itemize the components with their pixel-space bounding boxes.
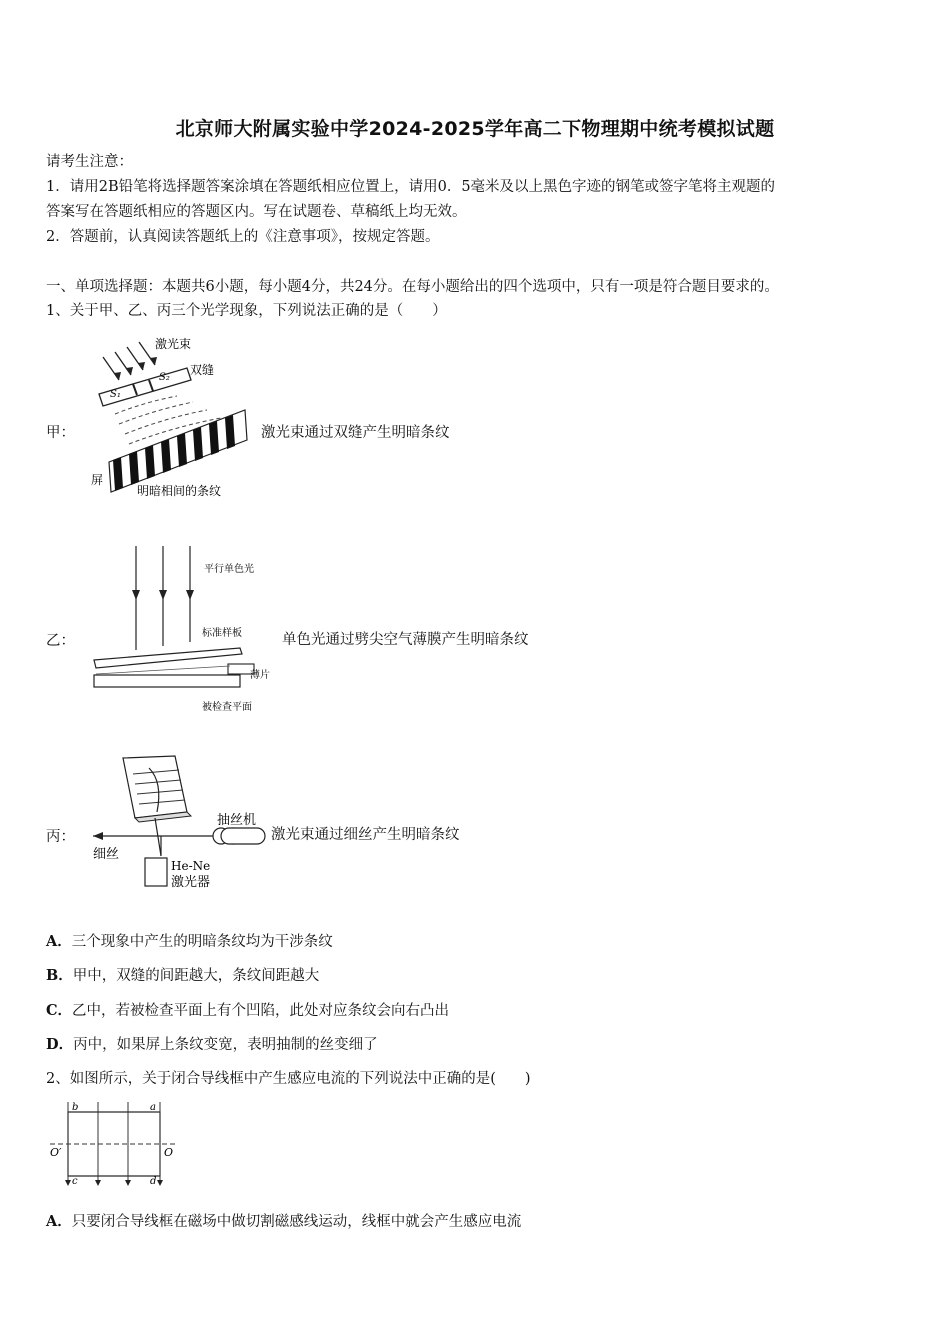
laser-model-label: He-Ne xyxy=(171,859,211,873)
parallel-light-label: 平行单色光 xyxy=(204,564,254,575)
wire-machine-label: 抽丝机 xyxy=(217,813,257,828)
question-2-stem: 2、如图所示，关于闭合导线框中产生感应电流的下列说法中正确的是( ) xyxy=(46,1071,531,1087)
figure-yi-label: 乙： xyxy=(46,633,75,649)
figure-yi-desc: 单色光通过劈尖空气薄膜产生明暗条纹 xyxy=(282,632,529,648)
corner-d-label: d xyxy=(150,1176,157,1187)
laser-device-label: 激光器 xyxy=(171,875,211,890)
notice-line-1b: 答案写在答题纸相应的答题区内。写在试题卷、草稿纸上均无效。 xyxy=(46,204,467,220)
air-wedge-figure xyxy=(90,542,276,714)
double-slit-figure xyxy=(85,332,255,504)
thin-sheet-label: 薄片 xyxy=(250,670,270,681)
figure-bing-label: 丙： xyxy=(46,829,75,845)
axis-o-prime-label: O′ xyxy=(50,1146,62,1159)
screen-label: 屏 xyxy=(91,473,104,487)
double-slit-label: 双缝 xyxy=(190,363,215,377)
option-b: B．甲中，双缝的间距越大，条纹间距越大 xyxy=(46,967,320,984)
wire-frame-figure xyxy=(46,1098,180,1190)
laser-beam-label: 激光束 xyxy=(155,337,192,351)
slit-s1-label: S₁ xyxy=(110,389,121,400)
page-title: 北京师大附属实验中学2024-2025学年高二下物理期中统考模拟试题 xyxy=(175,118,775,140)
option-c: C．乙中，若被检查平面上有个凹陷，此处对应条纹会向右凸出 xyxy=(46,1002,450,1019)
notice-line-2: 2．答题前，认真阅读答题纸上的《注意事项》，按规定答题。 xyxy=(46,229,440,245)
option-a: A．三个现象中产生的明暗条纹均为干涉条纹 xyxy=(46,933,333,950)
option-d: D．丙中，如果屏上条纹变宽，表明抽制的丝变细了 xyxy=(46,1036,378,1053)
notice-heading: 请考生注意： xyxy=(46,154,133,170)
standard-plate-label: 标准样板 xyxy=(202,628,242,639)
fringes-label: 明暗相间的条纹 xyxy=(137,484,222,498)
slit-s2-label: S₂ xyxy=(159,372,170,383)
question-1-stem: 1、关于甲、乙、丙三个光学现象，下列说法正确的是（ ） xyxy=(46,303,447,319)
figure-jia-label: 甲： xyxy=(46,425,75,441)
corner-b-label: b xyxy=(72,1102,79,1113)
notice-line-1a: 1．请用2B铅笔将选择题答案涂填在答题纸相应位置上，请用0．5毫米及以上黑色字迹的钢笔或签字笔将主观题的 xyxy=(46,179,776,195)
figure-jia-desc: 激光束通过双缝产生明暗条纹 xyxy=(261,425,450,441)
corner-a-label: a xyxy=(150,1102,156,1113)
fine-wire-figure xyxy=(85,752,271,894)
figure-bing-desc: 激光束通过细丝产生明暗条纹 xyxy=(271,827,460,843)
tested-surface-label: 被检查平面 xyxy=(202,702,252,713)
fine-wire-label: 细丝 xyxy=(93,847,120,862)
axis-o-label: O xyxy=(164,1146,174,1159)
corner-c-label: c xyxy=(72,1176,78,1187)
section-heading: 一、单项选择题：本题共6小题，每小题4分，共24分。在每小题给出的四个选项中，只有一项是符合题目要求的。 xyxy=(46,279,779,295)
q2-option-a: A．只要闭合导线框在磁场中做切割磁感线运动，线框中就会产生感应电流 xyxy=(46,1213,522,1230)
